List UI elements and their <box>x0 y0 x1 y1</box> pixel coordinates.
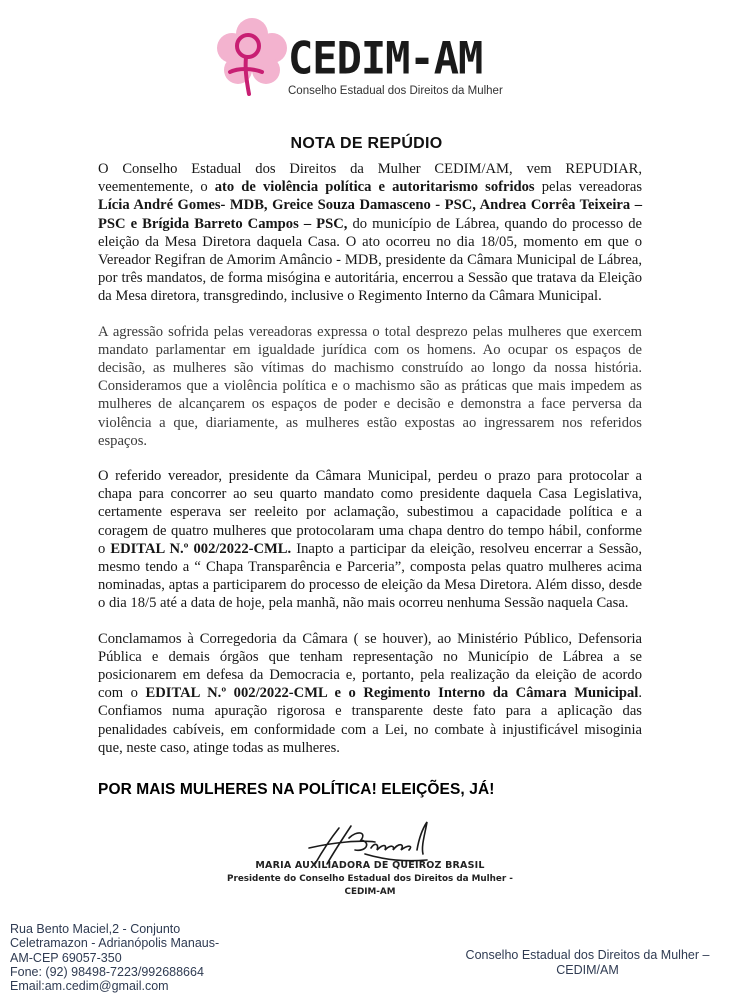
org-line-1: Conselho Estadual dos Direitos da Mulher – <box>465 948 710 962</box>
document-title: NOTA DE REPÚDIO <box>290 135 443 152</box>
edital-reference: EDITAL N.º 002/2022-CML. <box>110 540 292 557</box>
paragraph-3 <box>98 467 642 613</box>
edital-regimento-reference: EDITAL N.º 002/2022-CML e o Regimento Interno da Câmara Municipal <box>145 685 639 702</box>
phone-line: Fone: (92) 98498-7223/992688664 <box>10 964 204 979</box>
address-line: Celetramazon - Adrianópolis Manaus- <box>10 936 220 951</box>
footer-org <box>445 948 730 978</box>
text: pelas vereadoras <box>534 179 643 196</box>
paragraph-4 <box>98 630 642 757</box>
bold-text: ato de violência política e autoritarismo sofridos <box>214 179 535 196</box>
cedim-logo <box>212 12 532 102</box>
text: O referido vereador, presidente da Câmara Municipal, perdeu o prazo para protocolar a chapa para concorrer ao seu quarto mandato como presidente daquela Casa Legislativa, certamente esperava ser reeleito por aclamação, subestimou a capacidade política e a coragem de quatro mulheres que protocolaram uma chapa dentro do tempo hábil, conforme o <box>98 468 642 557</box>
role-line-1: Presidente do Conselho Estadual dos Direitos da Mulher - <box>227 874 513 884</box>
logo-subtitle: Conselho Estadual dos Direitos da Mulher <box>288 85 503 97</box>
slogan: POR MAIS MULHERES NA POLÍTICA! ELEIÇÕES, JÁ! <box>98 781 495 798</box>
text: do município de Lábrea, quando do processo de eleição da Mesa Diretora daquela Casa. O ato ocorreu no dia 18/05, momento em que o Vereador Regifran de Amorim Amâncio - MDB, presidente da Câmara Municipal de Lábrea, por três mandatos, de forma misógina e autoritária, encerrou a Sessão que tratava da Eleição da Mesa diretora, transgredindo, inclusive o Regimento Interno da Câmara Municipal. <box>98 215 642 305</box>
paragraph-2: A agressão sofrida pelas vereadoras expressa o total desprezo pelas mulheres que exercem mandato parlamentar em igualdade jurídica com os homens. Ao ocupar os espaços de decisão, as mulheres são vítimas do machismo construído ao longo da nossa história. Consideramos que a violência política e o machismo são as práticas que mais impedem as mulheres de alcançarem os espaços de poder e decisão e demonstra a face perversa da violência a que, diariamente, as mulheres estão expostas ao ingressarem nos referidos espaços. <box>98 323 642 449</box>
email-line: Email:am.cedim@gmail.com <box>10 979 169 994</box>
address-line: AM-CEP 69057-350 <box>10 950 122 965</box>
signatory-role <box>200 873 540 899</box>
text: . Confiamos numa apuração rigorosa e transparente deste fato para a aplicação das penalidades cabíveis, em conformidade com a Lei, no combate à injustificável misoginia que, neste caso, atinge todas as mulheres. <box>98 685 642 756</box>
org-line-2: CEDIM/AM <box>556 963 619 977</box>
logo-title: CEDIM-AM <box>288 32 483 85</box>
document-body <box>98 160 642 774</box>
text: O Conselho Estadual dos Direitos da Mulher CEDIM/AM, vem REPUDIAR, veementemente, o <box>98 161 642 196</box>
address-line: Rua Bento Maciel,2 - Conjunto <box>10 922 181 936</box>
paragraph-1 <box>98 160 642 306</box>
councilwomen-names: Lícia André Gomes- MDB, Greice Souza Damasceno - PSC, Andrea Corrêa Teixeira – PSC e Brígida Barreto Campos – PSC, <box>98 197 642 232</box>
text: Conclamamos à Corregedoria da Câmara ( se houver), ao Ministério Público, Defensoria Pública e demais órgãos que tenham representação no Município de Lábrea a se posicionarem em defesa da Democracia e, portanto, pela realização da eleição de acordo com o <box>98 630 642 702</box>
signatory-name: MARIA AUXILIADORA DE QUEIROZ BRASIL <box>255 860 485 871</box>
role-line-2: CEDIM-AM <box>344 887 396 897</box>
flower-female-symbol-icon <box>212 16 292 96</box>
text: Inapto a participar da eleição, resolveu encerrar a Sessão, mesmo tendo a “ Chapa Transparência e Parceria”, composta pelas quatro mulheres acima nominadas, aptas a participarem do processo de eleição da Mesa Diretora. Além disso, desde o dia 18/5 até a data de hoje, pela manhã, não mais ocorreu nenhuma Sessão naquela Casa. <box>98 540 643 612</box>
footer-address <box>10 922 219 993</box>
